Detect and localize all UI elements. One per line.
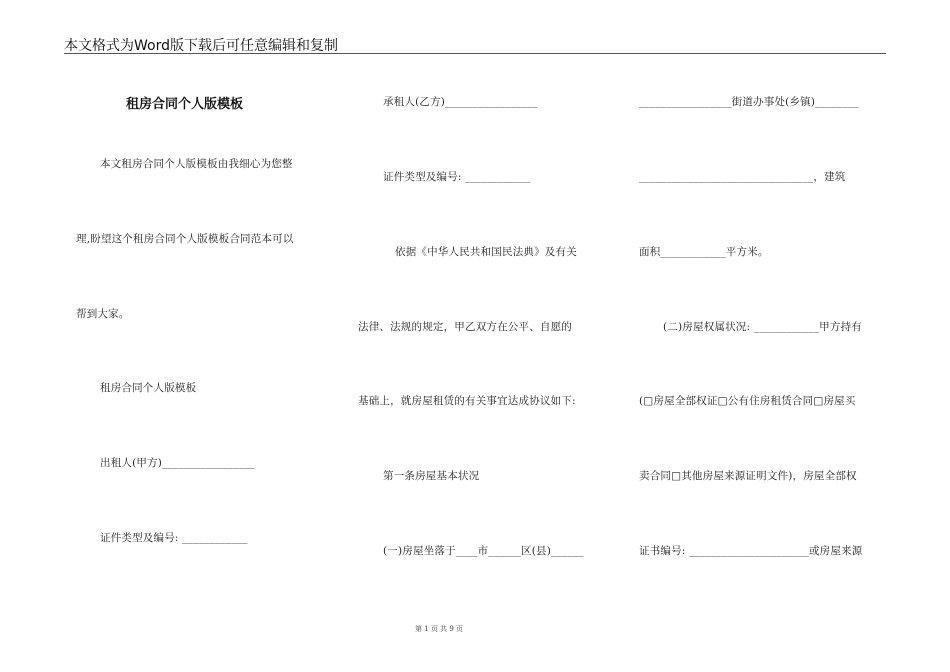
col3-line-4: (二)房屋权属状况: ____________甲方持有 <box>663 321 862 333</box>
col1-line-3: 帮到大家。 <box>76 308 130 320</box>
col1-line-4: 租房合同个人版模板 <box>100 382 197 394</box>
col2-line-4: 法律、法规的规定，甲乙双方在公平、自愿的 <box>358 321 572 333</box>
document-header: 本文格式为Word版下载后可任意编辑和复制 <box>64 38 338 54</box>
col3-line-2: ________________________________，建筑 <box>639 171 846 183</box>
document-title: 租房合同个人版模板 <box>126 97 244 112</box>
header-divider <box>64 53 886 54</box>
col3-line-7: 证书编号: ______________________或房屋来源 <box>639 545 863 557</box>
col2-line-6: 第一条房屋基本状况 <box>383 470 480 482</box>
col3-line-1: _________________街道办事处(乡镇)________ <box>639 96 859 108</box>
col2-line-7: (一)房屋坐落于____市______区(县)______ <box>383 545 584 557</box>
col1-line-5: 出租人(甲方)_________________ <box>100 457 255 469</box>
col2-line-2: 证件类型及编号: ____________ <box>383 171 531 183</box>
col3-line-5: (□房屋全部权证□公有住房租赁合同□房屋买 <box>639 395 856 407</box>
col3-line-3: 面积____________平方米。 <box>639 246 769 258</box>
col2-line-1: 承租人(乙方)_________________ <box>383 96 538 108</box>
col1-line-2: 理,盼望这个租房合同个人版模板合同范本可以 <box>76 233 294 245</box>
page-number: 第 1 页 共 9 页 <box>415 625 464 633</box>
col3-line-6: 卖合同□其他房屋来源证明文件)，房屋全部权 <box>639 470 857 482</box>
col2-line-3: 依据《中华人民共和国民法典》及有关 <box>395 246 577 258</box>
col1-line-6: 证件类型及编号: ____________ <box>100 532 248 544</box>
col1-line-1: 本文租房合同个人版模板由我细心为您整 <box>100 158 293 170</box>
col2-line-5: 基础上，就房屋租赁的有关事宜达成协议如下: <box>358 395 576 407</box>
